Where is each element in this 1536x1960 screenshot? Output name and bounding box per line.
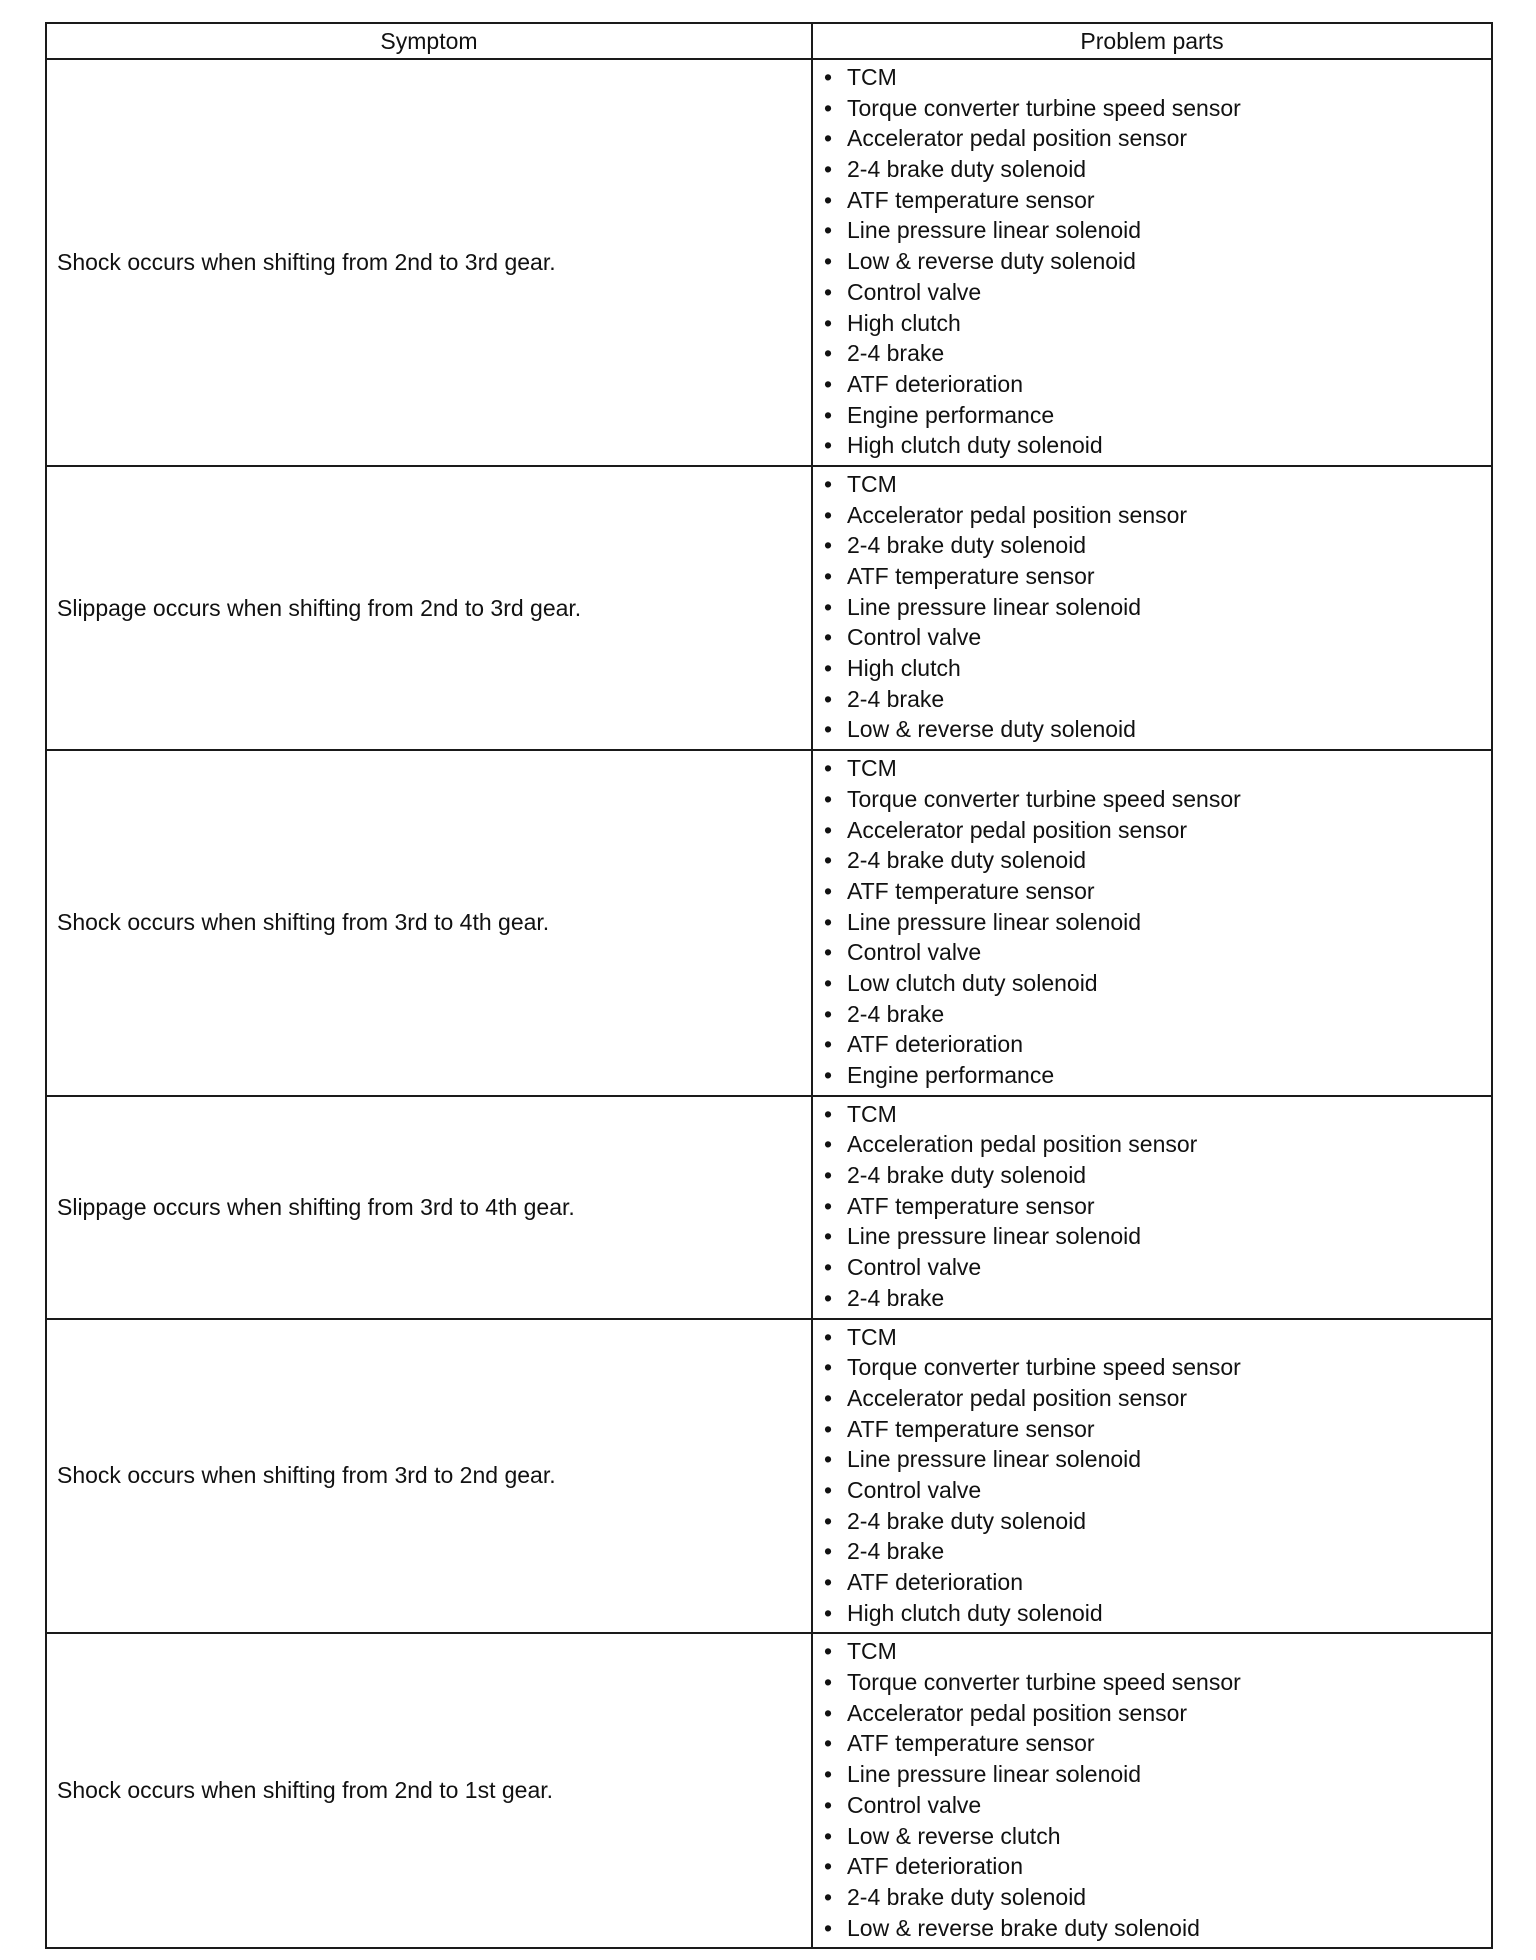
problem-part-item: • 2-4 brake: [824, 1283, 1491, 1314]
problem-parts-list: [813, 1636, 1491, 1943]
problem-part-item: • Torque converter turbine speed sensor: [824, 93, 1491, 124]
problem-part-item: • Accelerator pedal position sensor: [824, 1698, 1491, 1729]
problem-part-item: • TCM: [824, 1636, 1491, 1667]
problem-parts-list: [813, 62, 1491, 461]
header-row: [46, 23, 1492, 59]
problem-part-item: • Control valve: [824, 277, 1491, 308]
problem-part-item: • Torque converter turbine speed sensor: [824, 1352, 1491, 1383]
problem-part-item: • Engine performance: [824, 400, 1491, 431]
table-row: [46, 466, 1492, 750]
problem-part-item: • Accelerator pedal position sensor: [824, 1383, 1491, 1414]
problem-part-item: • Accelerator pedal position sensor: [824, 815, 1491, 846]
problem-part-item: • ATF deterioration: [824, 1851, 1491, 1882]
problem-part-item: • Low & reverse brake duty solenoid: [824, 1913, 1491, 1944]
problem-part-item: • Control valve: [824, 622, 1491, 653]
symptom-cell: Slippage occurs when shifting from 2nd to 3rd gear.: [46, 466, 812, 750]
problem-part-item: • ATF temperature sensor: [824, 1728, 1491, 1759]
problem-part-item: • TCM: [824, 753, 1491, 784]
problem-part-item: • Line pressure linear solenoid: [824, 1444, 1491, 1475]
problem-part-item: • Line pressure linear solenoid: [824, 1221, 1491, 1252]
symptom-cell: Shock occurs when shifting from 3rd to 4th gear.: [46, 750, 812, 1096]
problem-parts-cell: [812, 750, 1492, 1096]
problem-part-item: • Torque converter turbine speed sensor: [824, 784, 1491, 815]
problem-part-item: • 2-4 brake: [824, 1536, 1491, 1567]
problem-part-item: • 2-4 brake: [824, 999, 1491, 1030]
problem-parts-list: [813, 469, 1491, 745]
problem-part-item: • 2-4 brake duty solenoid: [824, 530, 1491, 561]
problem-part-item: • Control valve: [824, 1252, 1491, 1283]
problem-part-item: • 2-4 brake duty solenoid: [824, 154, 1491, 185]
problem-parts-cell: [812, 1319, 1492, 1634]
problem-part-item: • ATF temperature sensor: [824, 876, 1491, 907]
problem-part-item: • Engine performance: [824, 1060, 1491, 1091]
problem-part-item: • Acceleration pedal position sensor: [824, 1129, 1491, 1160]
problem-part-item: • Line pressure linear solenoid: [824, 592, 1491, 623]
table-row: [46, 59, 1492, 466]
problem-parts-list: [813, 753, 1491, 1091]
problem-part-item: • Control valve: [824, 937, 1491, 968]
problem-parts-header: Problem parts: [812, 23, 1492, 59]
problem-part-item: • TCM: [824, 62, 1491, 93]
problem-part-item: • Line pressure linear solenoid: [824, 1759, 1491, 1790]
problem-parts-list: [813, 1322, 1491, 1629]
problem-parts-cell: [812, 1633, 1492, 1948]
problem-part-item: • 2-4 brake duty solenoid: [824, 1882, 1491, 1913]
problem-part-item: • High clutch duty solenoid: [824, 1598, 1491, 1629]
problem-part-item: • Accelerator pedal position sensor: [824, 123, 1491, 154]
problem-part-item: • Torque converter turbine speed sensor: [824, 1667, 1491, 1698]
problem-part-item: • High clutch: [824, 308, 1491, 339]
table-header: [46, 23, 1492, 59]
problem-part-item: • High clutch: [824, 653, 1491, 684]
problem-part-item: • Accelerator pedal position sensor: [824, 500, 1491, 531]
problem-part-item: • ATF deterioration: [824, 1029, 1491, 1060]
problem-part-item: • Low & reverse duty solenoid: [824, 714, 1491, 745]
problem-part-item: • Control valve: [824, 1790, 1491, 1821]
problem-part-item: • ATF temperature sensor: [824, 1191, 1491, 1222]
problem-parts-list: [813, 1099, 1491, 1314]
problem-part-item: • Low clutch duty solenoid: [824, 968, 1491, 999]
symptom-cell: Shock occurs when shifting from 2nd to 3rd gear.: [46, 59, 812, 466]
table-row: [46, 750, 1492, 1096]
symptom-header: Symptom: [46, 23, 812, 59]
problem-part-item: • TCM: [824, 1099, 1491, 1130]
problem-parts-cell: [812, 1096, 1492, 1319]
table-row: [46, 1319, 1492, 1634]
symptom-cell: Slippage occurs when shifting from 3rd to 4th gear.: [46, 1096, 812, 1319]
problem-part-item: • Low & reverse duty solenoid: [824, 246, 1491, 277]
problem-part-item: • 2-4 brake: [824, 338, 1491, 369]
problem-parts-cell: [812, 466, 1492, 750]
problem-part-item: • ATF deterioration: [824, 369, 1491, 400]
problem-part-item: • 2-4 brake duty solenoid: [824, 845, 1491, 876]
problem-part-item: • Line pressure linear solenoid: [824, 215, 1491, 246]
table-row: [46, 1096, 1492, 1319]
problem-part-item: • 2-4 brake: [824, 684, 1491, 715]
diagnosis-table: [45, 22, 1493, 1949]
problem-part-item: • Line pressure linear solenoid: [824, 907, 1491, 938]
problem-part-item: • Control valve: [824, 1475, 1491, 1506]
problem-part-item: • Low & reverse clutch: [824, 1821, 1491, 1852]
problem-part-item: • ATF temperature sensor: [824, 561, 1491, 592]
problem-part-item: • ATF temperature sensor: [824, 1414, 1491, 1445]
problem-part-item: • TCM: [824, 469, 1491, 500]
table-row: [46, 1633, 1492, 1948]
table-body: [46, 59, 1492, 1948]
symptom-cell: Shock occurs when shifting from 3rd to 2nd gear.: [46, 1319, 812, 1634]
problem-part-item: • TCM: [824, 1322, 1491, 1353]
symptom-cell: Shock occurs when shifting from 2nd to 1st gear.: [46, 1633, 812, 1948]
problem-part-item: • ATF deterioration: [824, 1567, 1491, 1598]
problem-part-item: • 2-4 brake duty solenoid: [824, 1506, 1491, 1537]
problem-part-item: • High clutch duty solenoid: [824, 430, 1491, 461]
problem-part-item: • 2-4 brake duty solenoid: [824, 1160, 1491, 1191]
problem-parts-cell: [812, 59, 1492, 466]
problem-part-item: • ATF temperature sensor: [824, 185, 1491, 216]
